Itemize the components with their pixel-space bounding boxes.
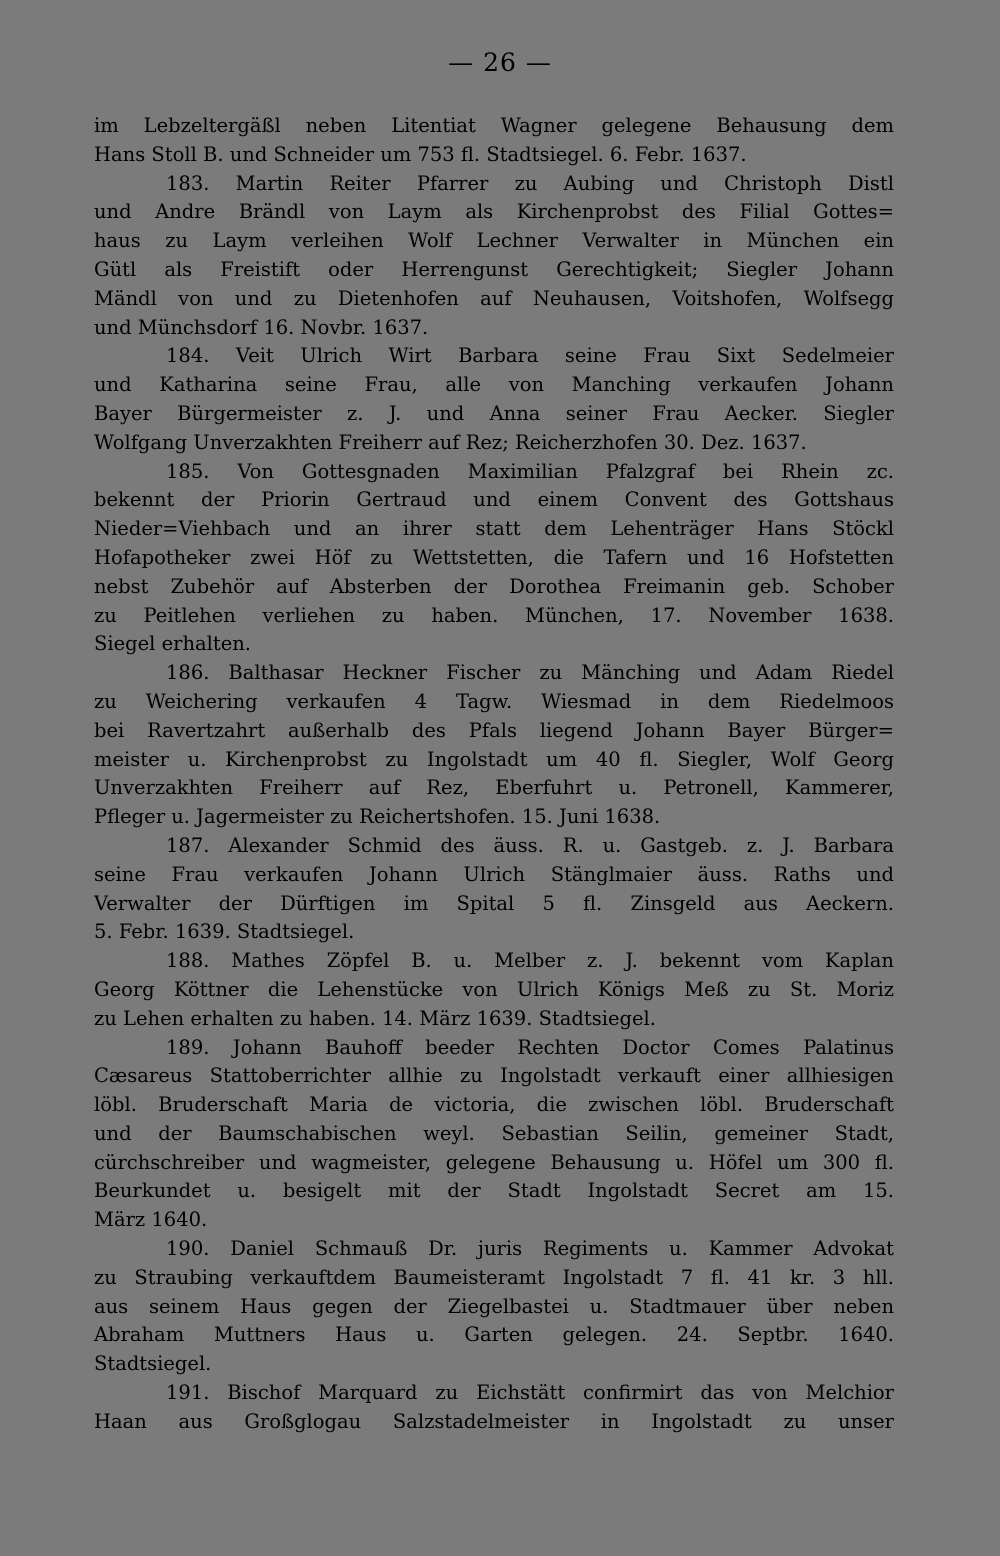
text-line: 190. Daniel Schmauß Dr. juris Regiments u. Kammer Advokat	[166, 1237, 894, 1261]
text-line: 191. Bischof Marquard zu Eichstätt confirmirt das von Melchior	[166, 1381, 894, 1405]
text-line: Mändl von und zu Dietenhofen auf Neuhausen, Voitshofen, Wolfsegg	[94, 286, 894, 310]
text-line: 186. Balthasar Heckner Fischer zu Mänching und Adam Riedel	[166, 661, 894, 685]
page-number: — 26 —	[448, 48, 552, 77]
text-line: 185. Von Gottesgnaden Maximilian Pfalzgraf bei Rhein zc.	[166, 459, 894, 483]
text-line: zu Lehen erhalten zu haben. 14. März 1639. Stadtsiegel.	[94, 1006, 656, 1030]
text-line: zu Peitlehen verliehen zu haben. München, 17. November 1638.	[94, 603, 894, 627]
text-line: seine Frau verkaufen Johann Ulrich Stänglmaier äuss. Raths und	[94, 862, 894, 886]
text-line: und der Baumschabischen weyl. Sebastian Seilin, gemeiner Stadt,	[94, 1121, 894, 1145]
text-line: 189. Johann Bauhoff beeder Rechten Doctor Comes Palatinus	[166, 1035, 894, 1059]
text-line: bekennt der Priorin Gertraud und einem Convent des Gottshaus	[94, 488, 894, 512]
text-line: bei Ravertzahrt außerhalb des Pfals liegend Johann Bayer Bürger=	[94, 718, 894, 742]
text-line: 183. Martin Reiter Pfarrer zu Aubing und Christoph Distl	[166, 171, 894, 195]
text-line: zu Straubing verkauftdem Baumeisteramt Ingolstadt 7 fl. 41 kr. 3 hll.	[94, 1265, 894, 1289]
text-line: Cæsareus Stattoberrichter allhie zu Ingolstadt verkauft einer allhiesigen	[94, 1064, 894, 1088]
text-line: Beurkundet u. besigelt mit der Stadt Ingolstadt Secret am 15.	[94, 1179, 894, 1203]
text-line: Siegel erhalten.	[94, 632, 252, 656]
text-line: 184. Veit Ulrich Wirt Barbara seine Frau Sixt Sedelmeier	[166, 344, 894, 368]
text-line: Stadtsiegel.	[94, 1352, 212, 1376]
text-line: Gütl als Freistift oder Herrengunst Gerechtigkeit; Siegler Johann	[94, 257, 894, 281]
text-line: März 1640.	[94, 1208, 208, 1232]
text-line: aus seinem Haus gegen der Ziegelbastei u. Stadtmauer über neben	[94, 1294, 894, 1318]
body-text	[94, 112, 894, 1437]
text-line: Verwalter der Dürftigen im Spital 5 fl. Zinsgeld aus Aeckern.	[94, 891, 894, 915]
text-line: 187. Alexander Schmid des äuss. R. u. Gastgeb. z. J. Barbara	[166, 833, 894, 857]
text-line: Bayer Bürgermeister z. J. und Anna seiner Frau Aecker. Siegler	[94, 401, 894, 425]
text-line: Georg Köttner die Lehenstücke von Ulrich Königs Meß zu St. Moriz	[94, 977, 894, 1001]
text-line: löbl. Bruderschaft Maria de victoria, die zwischen löbl. Bruderschaft	[94, 1093, 894, 1117]
text-line: cürchschreiber und wagmeister, gelegene Behausung u. Höfel um 300 fl.	[94, 1150, 894, 1174]
text-line: Haan aus Großglogau Salzstadelmeister in Ingolstadt zu unser	[94, 1409, 894, 1433]
text-line: haus zu Laym verleihen Wolf Lechner Verwalter in München ein	[94, 229, 894, 253]
text-line: und Münchsdorf 16. Novbr. 1637.	[94, 315, 429, 339]
text-line: nebst Zubehör auf Absterben der Dorothea Freimanin geb. Schober	[94, 574, 894, 598]
text-line: meister u. Kirchenprobst zu Ingolstadt um 40 fl. Siegler, Wolf Georg	[94, 747, 894, 771]
text-line: zu Weichering verkaufen 4 Tagw. Wiesmad in dem Riedelmoos	[94, 689, 894, 713]
text-line: Wolfgang Unverzakhten Freiherr auf Rez; Reicherzhofen 30. Dez. 1637.	[94, 430, 807, 454]
text-line: und Katharina seine Frau, alle von Manching verkaufen Johann	[94, 373, 894, 397]
text-line: Abraham Muttners Haus u. Garten gelegen. 24. Septbr. 1640.	[94, 1323, 894, 1347]
text-line: 188. Mathes Zöpfel B. u. Melber z. J. bekennt vom Kaplan	[166, 949, 894, 973]
text-line: und Andre Brändl von Laym als Kirchenprobst des Filial Gottes=	[94, 200, 894, 224]
text-line: Unverzakhten Freiherr auf Rez, Eberfuhrt u. Petronell, Kammerer,	[94, 776, 894, 800]
text-line: Pfleger u. Jagermeister zu Reichertshofen. 15. Juni 1638.	[94, 805, 661, 829]
text-line: im Lebzeltergäßl neben Litentiat Wagner gelegene Behausung dem	[94, 114, 894, 137]
text-line: Hofapotheker zwei Höf zu Wettstetten, die Tafern und 16 Hofstetten	[94, 545, 894, 569]
text-line: 5. Febr. 1639. Stadtsiegel.	[94, 920, 355, 944]
text-line: Hans Stoll B. und Schneider um 753 fl. Stadtsiegel. 6. Febr. 1637.	[94, 142, 747, 166]
text-line: Nieder=Viehbach und an ihrer statt dem Lehenträger Hans Stöckl	[94, 517, 894, 541]
